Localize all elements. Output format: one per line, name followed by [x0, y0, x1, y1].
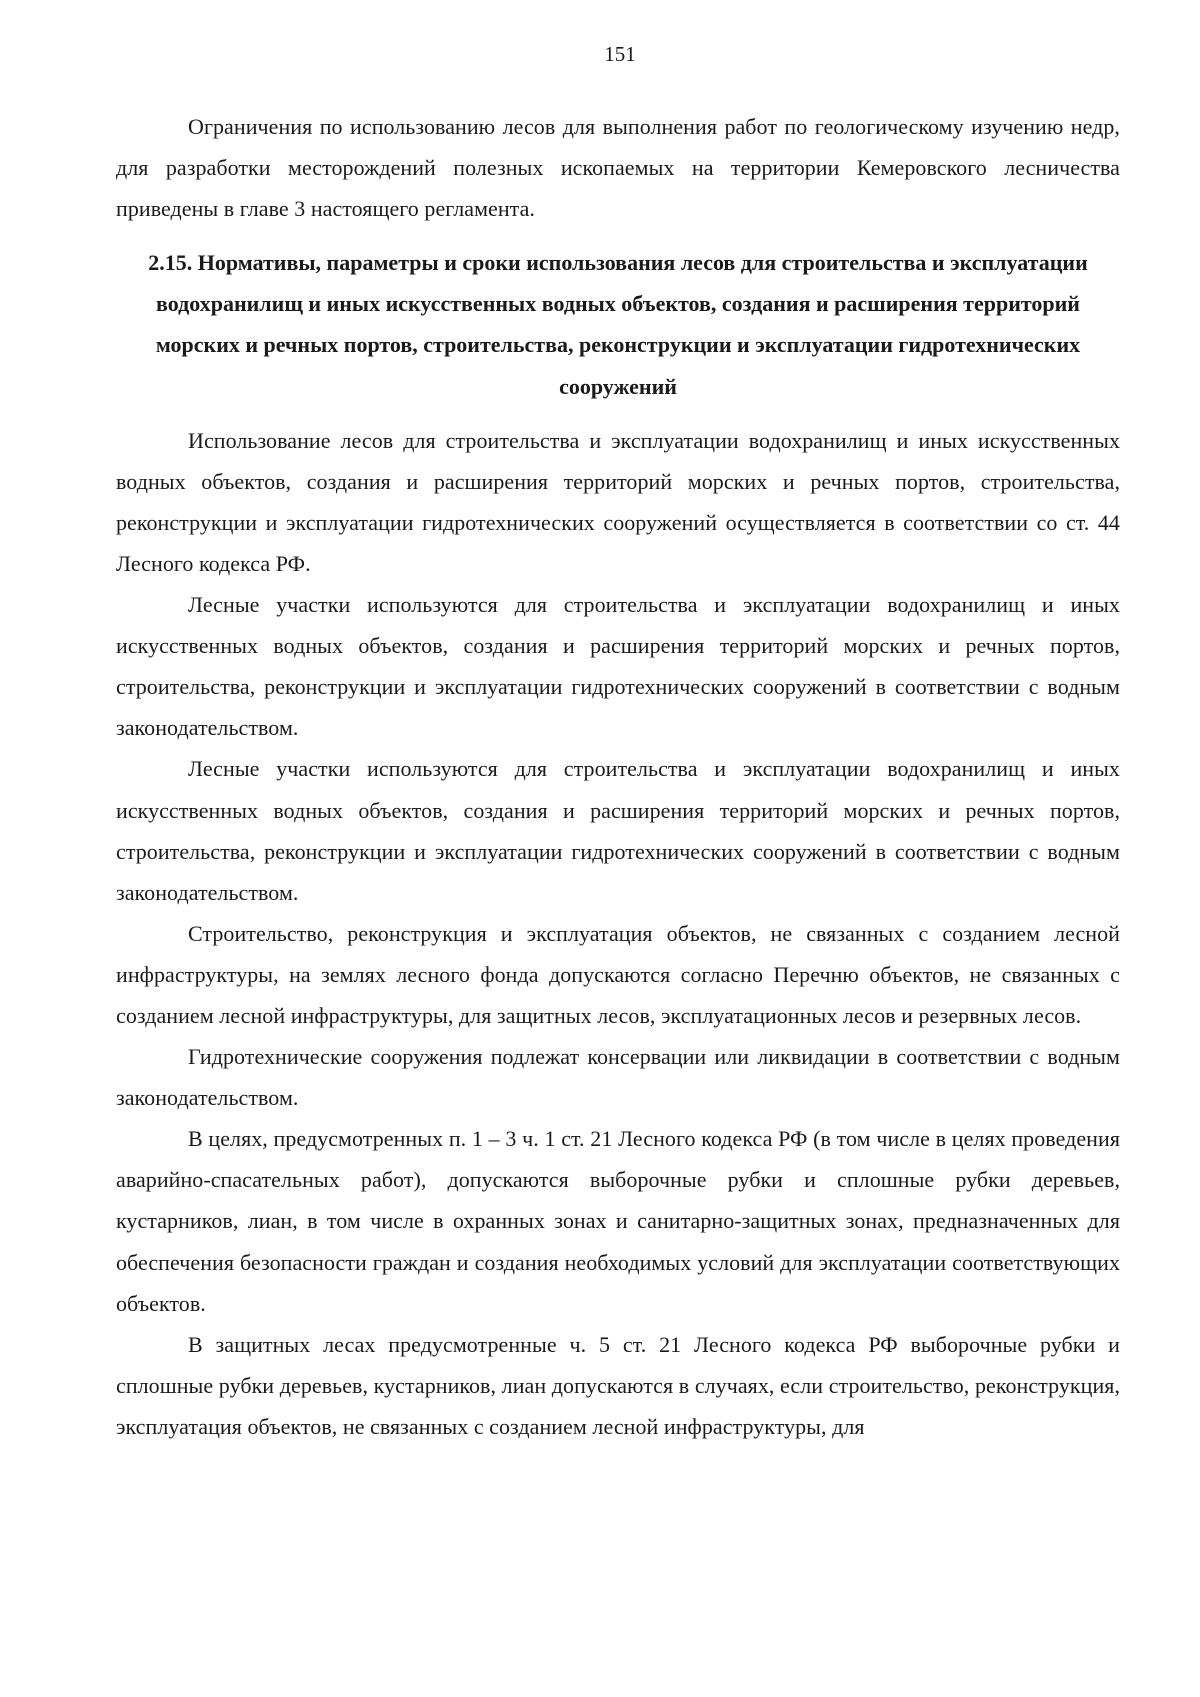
page-number: 151	[604, 42, 636, 66]
paragraph: Гидротехнические сооружения подлежат консервации или ликвидации в соответствии с водным законодательством.	[116, 1044, 1120, 1111]
page-body	[116, 106, 1120, 1447]
paragraph: Лесные участки используются для строительства и эксплуатации водохранилищ и иных искусственных водных объектов, создания и расширения территорий морских и речных портов, строительства, реконструкции и эксплуатации гидротехнических сооружений в соответствии с водным законодательством.	[116, 756, 1120, 905]
paragraph: В целях, предусмотренных п. 1 – 3 ч. 1 ст. 21 Лесного кодекса РФ (в том числе в целях проведения аварийно-спасательных работ), допускаются выборочные рубки и сплошные рубки деревьев, кустарников, лиан, в том числе в охранных зонах и санитарно-защитных зонах, предназначенных для обеспечения безопасности граждан и создания необходимых условий для эксплуатации соответствующих объектов.	[116, 1126, 1120, 1316]
paragraph: Ограничения по использованию лесов для выполнения работ по геологическому изучению недр, для разработки месторождений полезных ископаемых на территории Кемеровского лесничества приведены в главе 3 настоящего регламента.	[116, 114, 1120, 222]
paragraph: В защитных лесах предусмотренные ч. 5 ст. 21 Лесного кодекса РФ выборочные рубки и сплошные рубки деревьев, кустарников, лиан допускаются в случаях, если строительство, реконструкция, эксплуатация объектов, не связанных с созданием лесной инфраструктуры, для	[116, 1331, 1120, 1439]
paragraph: Строительство, реконструкция и эксплуатация объектов, не связанных с созданием лесной инфраструктуры, на землях лесного фонда допускаются согласно Перечню объектов, не связанных с созданием лесной инфраструктуры, для защитных лесов, эксплуатационных лесов и резервных лесов.	[116, 920, 1120, 1028]
section-heading: 2.15. Нормативы, параметры и сроки использования лесов для строительства и эксплуатации водохранилищ и иных искусственных водных объектов, создания и расширения территорий морских и речных портов, строительства, реконструкции и эксплуатации гидротехнических сооружений	[148, 250, 1088, 399]
paragraph: Лесные участки используются для строительства и эксплуатации водохранилищ и иных искусственных водных объектов, создания и расширения территорий морских и речных портов, строительства, реконструкции и эксплуатации гидротехнических сооружений в соответствии с водным законодательством.	[116, 592, 1120, 741]
paragraph: Использование лесов для строительства и эксплуатации водохранилищ и иных искусственных водных объектов, создания и расширения территорий морских и речных портов, строительства, реконструкции и эксплуатации гидротехнических сооружений осуществляется в соответствии со ст. 44 Лесного кодекса РФ.	[116, 427, 1120, 576]
